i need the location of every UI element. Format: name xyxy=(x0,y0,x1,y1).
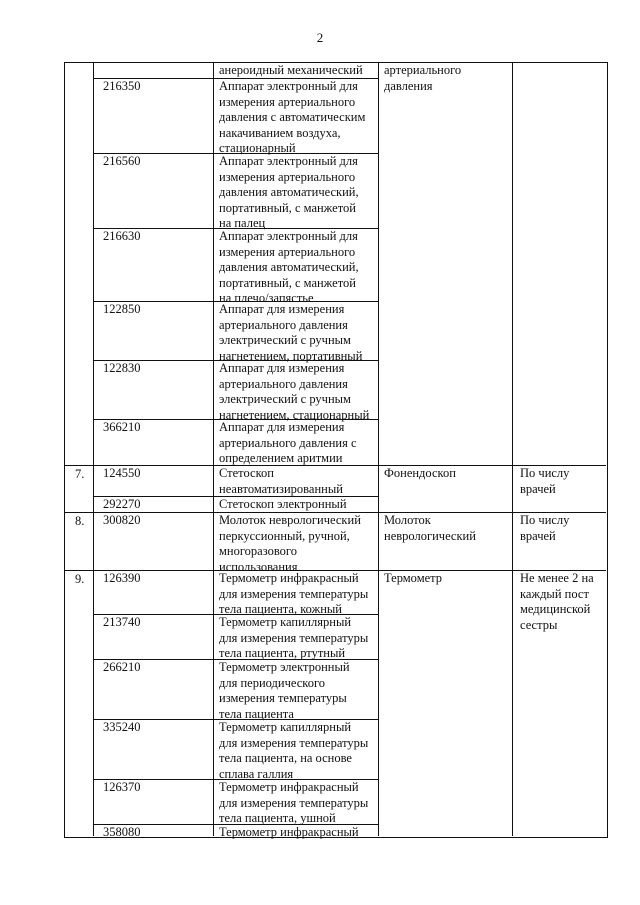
item-name-line: Аппарат для измерения xyxy=(219,420,345,434)
item-name-line: измерения артериального xyxy=(219,169,356,184)
item-name-line: на палец xyxy=(219,216,266,230)
item-name-line: портативный, с манжетой xyxy=(219,275,356,290)
quantity-line: врачей xyxy=(520,481,556,496)
equipment-name-line: неврологический xyxy=(384,528,476,543)
equipment-name-line: давления xyxy=(384,78,433,93)
quantity-line: По числу xyxy=(520,513,570,527)
item-name-line: портативный, с манжетой xyxy=(219,200,356,215)
item-code: 266210 xyxy=(103,660,141,674)
group-number: 9. xyxy=(75,572,85,586)
quantity-line: сестры xyxy=(520,617,558,632)
item-name-line: Аппарат электронный для xyxy=(219,79,358,93)
item-name-line: тела пациента xyxy=(219,706,294,721)
item-name-line: для измерения температуры xyxy=(219,586,369,601)
quantity-line: каждый пост xyxy=(520,586,589,601)
item-name-line: тела пациента, ушной xyxy=(219,811,336,825)
item-name-line: использования xyxy=(219,559,298,574)
item-name-line: давления автоматический, xyxy=(219,260,359,274)
item-name-line: неавтоматизированный xyxy=(219,481,343,496)
equipment-name-line: Фонендоскоп xyxy=(384,466,456,480)
equipment-name-line: Термометр xyxy=(384,571,443,585)
item-name-line: артериального давления xyxy=(219,317,348,332)
quantity-line: медицинской xyxy=(520,602,591,616)
item-name-line: нагнетением, портативный xyxy=(219,348,363,363)
item-name-line: Аппарат электронный для xyxy=(219,154,358,168)
item-name-line: Термометр капиллярный xyxy=(219,720,352,734)
quantity-line: По числу xyxy=(520,466,570,480)
group-number: 8. xyxy=(75,514,85,528)
item-name-line: тела пациента, кожный xyxy=(219,602,342,616)
item-name-line: Термометр инфракрасный xyxy=(219,780,359,794)
item-name-line: Термометр инфракрасный xyxy=(219,825,359,839)
item-name-line: тела пациента, на основе xyxy=(219,751,352,765)
item-code: 122850 xyxy=(103,302,141,316)
item-code: 358080 xyxy=(103,825,141,839)
column-divider xyxy=(378,62,379,836)
item-code: 216630 xyxy=(103,229,141,243)
item-name-line: перкуссионный, ручной, xyxy=(219,528,350,543)
item-code: 366210 xyxy=(103,420,141,434)
item-code: 124550 xyxy=(103,466,141,480)
page-number: 2 xyxy=(316,30,324,45)
item-name-line: Термометр электронный xyxy=(219,660,350,674)
item-name-line: Аппарат электронный для xyxy=(219,229,358,243)
item-name-line: анероидный механический xyxy=(219,63,363,77)
item-name-line: Термометр инфракрасный xyxy=(219,571,359,585)
item-code: 300820 xyxy=(103,513,141,527)
item-code: 126390 xyxy=(103,571,141,585)
item-code: 213740 xyxy=(103,615,141,629)
item-name-line: измерения артериального xyxy=(219,94,356,109)
item-name-line: накачиванием воздуха, xyxy=(219,125,341,140)
item-name-line: стационарный xyxy=(219,141,296,155)
item-name-line: артериального давления с xyxy=(219,435,357,450)
item-name-line: для измерения температуры xyxy=(219,630,369,645)
item-name-line: Стетоскоп xyxy=(219,466,274,480)
equipment-name-line: Молоток xyxy=(384,513,431,527)
item-name-line: Стетоскоп электронный xyxy=(219,497,347,511)
item-name-line: нагнетением, стационарный xyxy=(219,407,370,422)
item-code: 126370 xyxy=(103,780,141,794)
item-name-line: измерения температуры xyxy=(219,691,347,705)
item-name-line: для периодического xyxy=(219,675,326,690)
quantity-line: врачей xyxy=(520,528,556,543)
item-code: 216350 xyxy=(103,79,141,93)
equipment-name-line: артериального xyxy=(384,63,462,77)
item-name-line: многоразового xyxy=(219,544,297,558)
item-name-line: для измерения температуры xyxy=(219,735,369,750)
item-name-line: на плечо/запястье xyxy=(219,291,314,305)
column-divider xyxy=(512,62,513,836)
item-name-line: тела пациента, ртутный xyxy=(219,646,346,660)
group-number: 7. xyxy=(75,467,85,481)
item-name-line: Термометр капиллярный xyxy=(219,615,352,629)
item-code: 122830 xyxy=(103,361,141,375)
item-name-line: давления автоматический, xyxy=(219,185,359,199)
item-code: 292270 xyxy=(103,497,141,511)
item-name-line: артериального давления xyxy=(219,376,348,391)
item-name-line: Аппарат для измерения xyxy=(219,361,345,375)
item-name-line: сплава галлия xyxy=(219,766,294,781)
item-name-line: Молоток неврологический xyxy=(219,513,361,527)
item-code: 335240 xyxy=(103,720,141,734)
item-name-line: электрический с ручным xyxy=(219,392,351,406)
item-name-line: Аппарат для измерения xyxy=(219,302,345,316)
item-name-line: определением аритмии xyxy=(219,451,343,465)
item-name-line: измерения артериального xyxy=(219,244,356,259)
item-name-line: давления с автоматическим xyxy=(219,110,366,124)
quantity-line: Не менее 2 на xyxy=(520,571,594,585)
item-code: 216560 xyxy=(103,154,141,168)
item-name-line: для измерения температуры xyxy=(219,795,369,810)
item-name-line: электрический с ручным xyxy=(219,333,351,347)
